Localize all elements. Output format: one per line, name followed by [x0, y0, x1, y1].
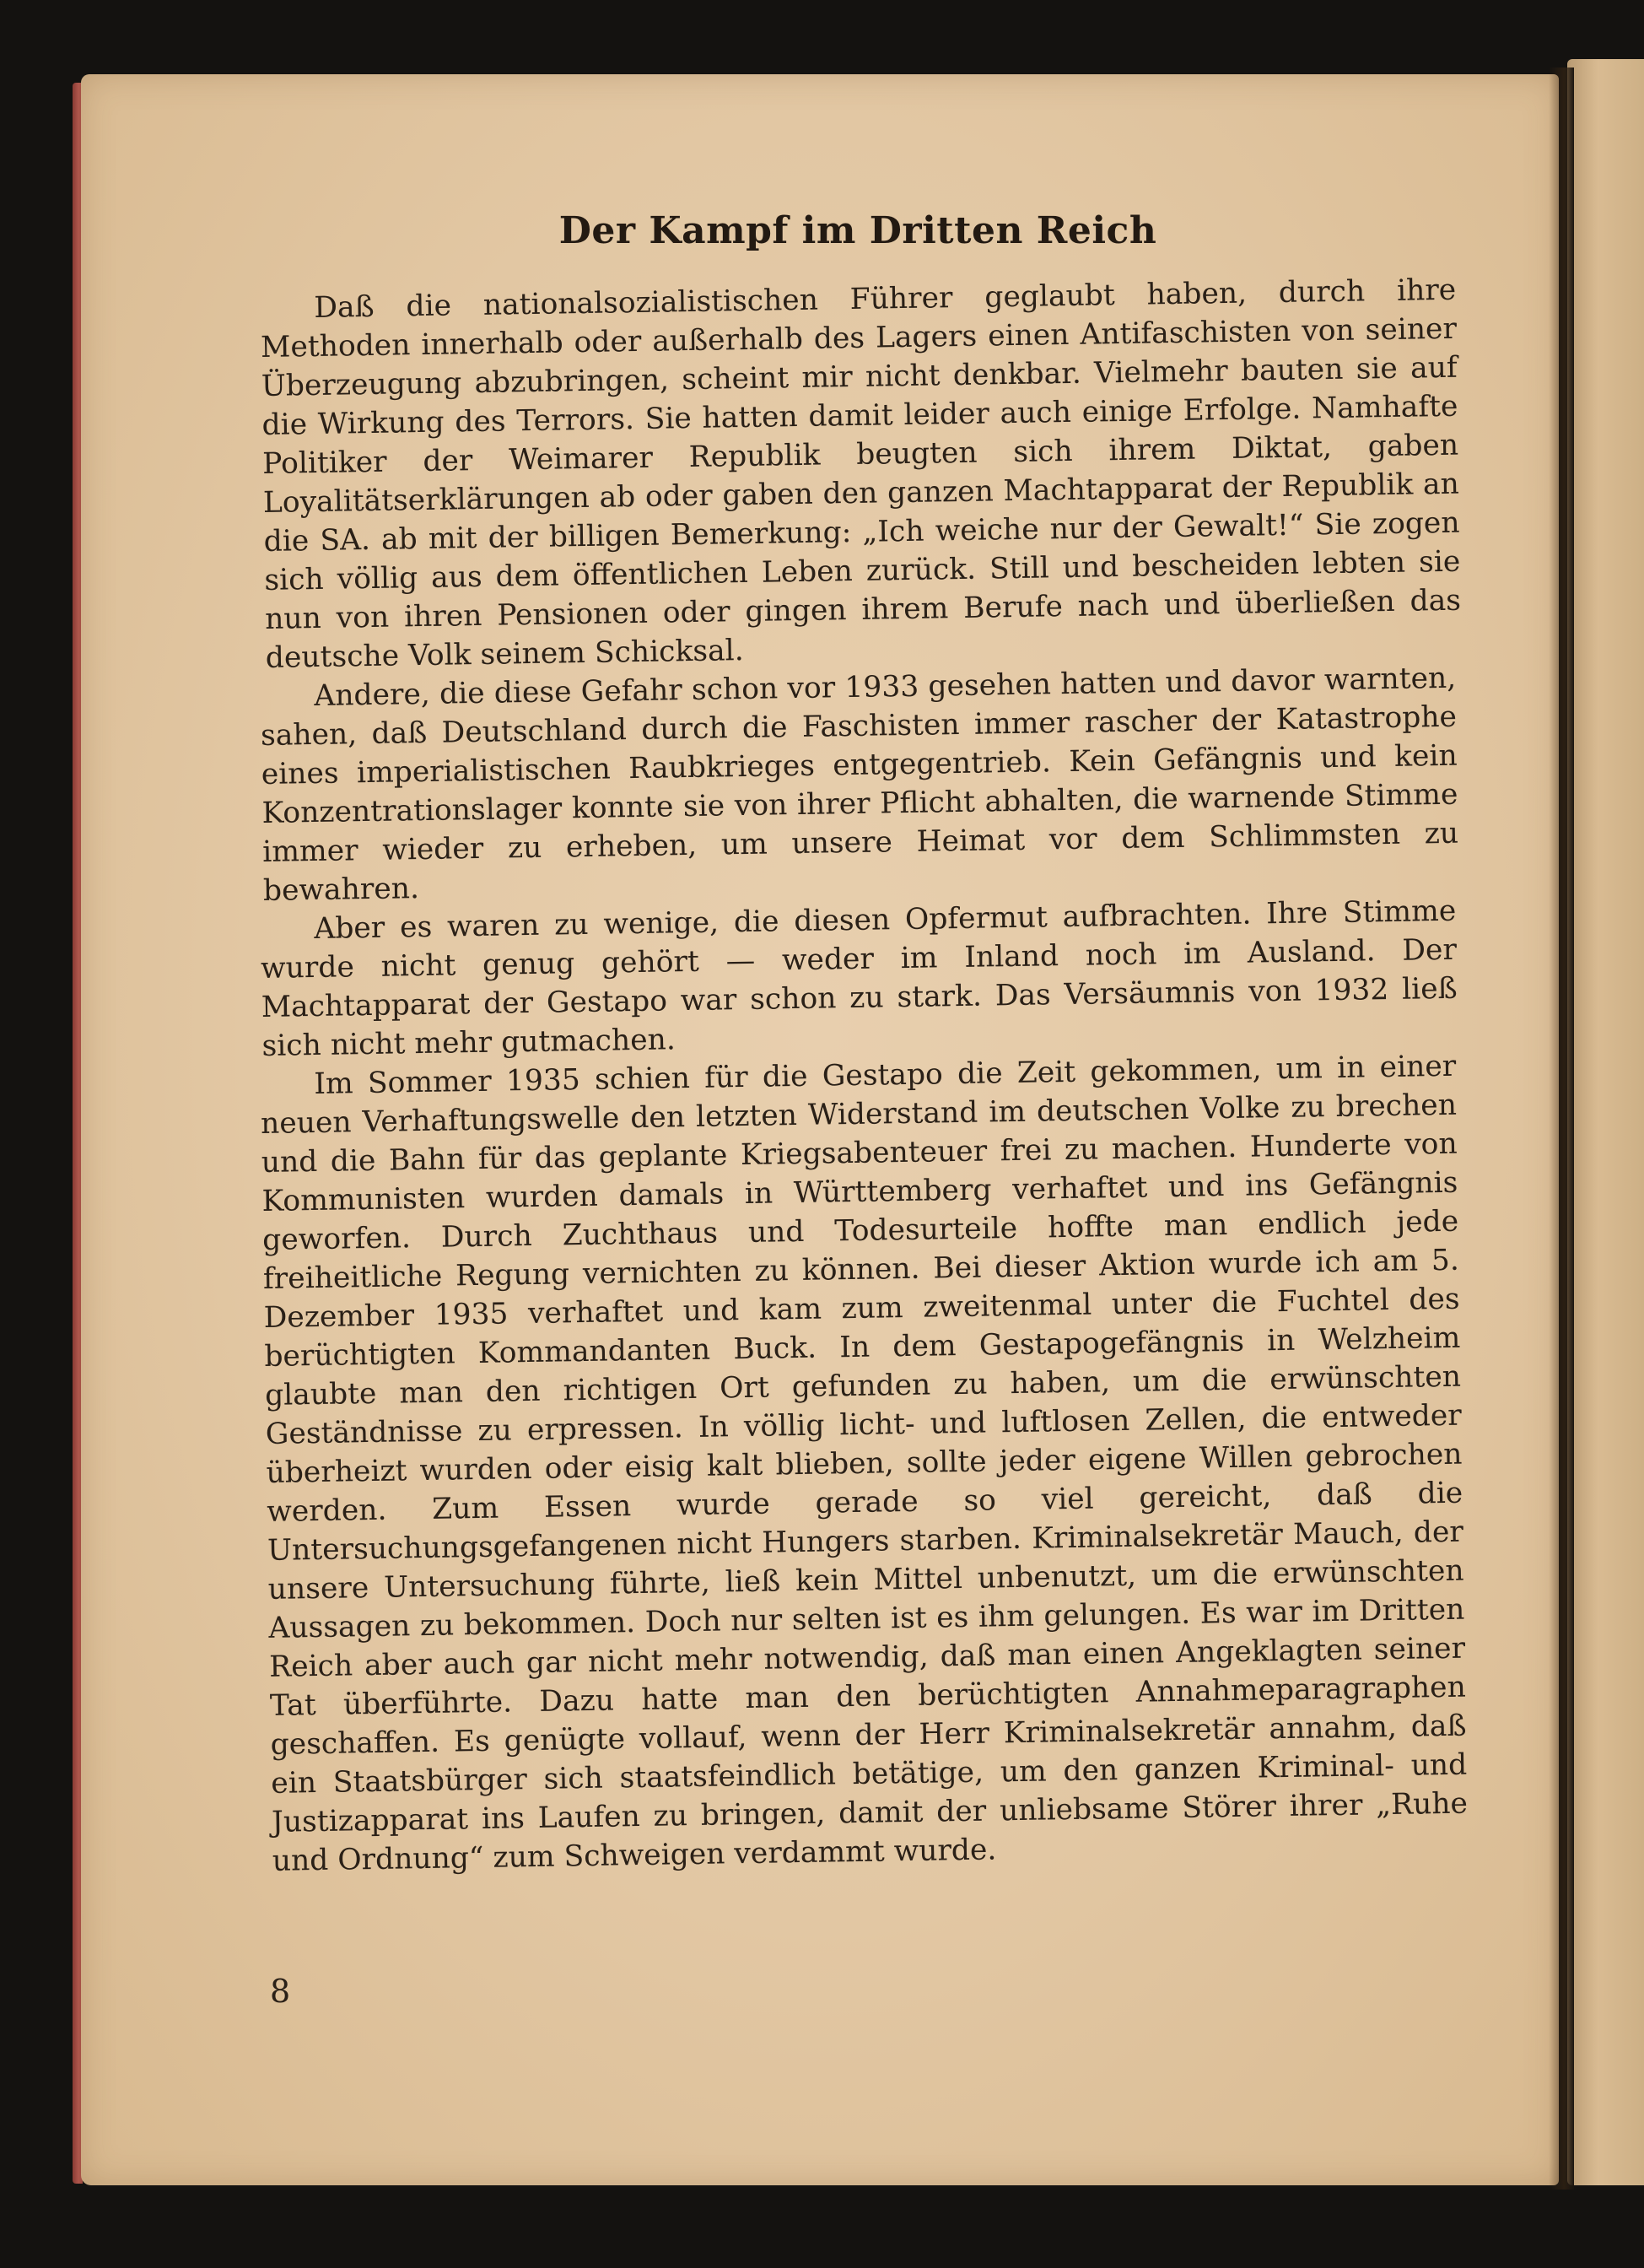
book-gutter — [1549, 68, 1574, 2190]
next-page-edge — [1567, 59, 1644, 2185]
paragraph-2: Andere, die diese Gefahr schon vor 1933 gesehen hatten und davor warnten, sahen, daß Deutschland durch die Faschisten immer rascher der Katastrophe eines imperialistischen Raubkrieges entgegentrieb. Kein Gefängnis und kein Konzentrationslager konnte sie von ihrer Pflicht abhalten, die warnende Stimme immer wieder zu erheben, um unsere Heimat vor dem Schlimmsten zu bewahren. — [260, 661, 1459, 908]
paragraph-4: Im Sommer 1935 schien für die Gestapo die Zeit gekommen, um in einer neuen Verhaftungswelle den letzten Widerstand im deutschen Volke zu brechen und die Bahn für das geplante Kriegsabenteuer frei zu machen. Hunderte von Kommunisten wurden damals in Württemberg verhaftet und ins Gefängnis geworfen. Durch Zuchthaus und Todesurteile hoffte man endlich jede freiheitliche Regung vernichten zu können. Bei dieser Aktion wurde ich am 5. Dezember 1935 verhaftet und kam zum zweitenmal unter die Fuchtel des berüchtigten Kommandanten Buck. In dem Gestapogefängnis in Welzheim glaubte man den richtigen Ort gefunden zu haben, um die erwünschten Geständnisse zu erpressen. In völlig licht- und luftlosen Zellen, die entweder überheizt wurden oder eisig kalt blieben, sollte jeder eigene Willen gebrochen werden. Zum Essen wurde gerade so viel gereicht, daß die Untersuchungsgefangenen nicht Hungers starben. Kriminalsekretär Mauch, der unsere Untersuchung führte, ließ kein Mittel unbenutzt, um die erwünschten Aussagen zu bekommen. Doch nur selten ist es ihm gelungen. Es war im Dritten Reich aber auch gar nicht mehr notwendig, daß man einen Angeklagten seiner Tat überführte. Dazu hatte man den berüchtigten Annahmeparagraphen geschaffen. Es genügte vollauf, wenn der Herr Kriminalsekretär annahm, daß ein Staatsbürger sich staatsfeindlich betätige, um den ganzen Kriminal- und Justizapparat ins Laufen zu bringen, damit der unliebsame Störer ihrer „Ruhe und Ordnung“ zum Schweigen verdammt wurde. — [260, 1049, 1469, 1878]
paragraph-3: Aber es waren zu wenige, die diesen Opfermut aufbrachten. Ihre Stimme wurde nicht genug gehört — weder im Inland noch im Ausland. Der Machtapparat der Gestapo war schon zu stark. Das Versäumnis von 1932 ließ sich nicht mehr gutmachen. — [260, 894, 1458, 1063]
page-content — [260, 209, 1469, 1881]
chapter-heading: Der Kampf im Dritten Reich — [558, 209, 1157, 252]
paragraph-1: Daß die nationalsozialistischen Führer geglaubt haben, durch ihre Methoden innerhalb oder außerhalb des Lagers einen Antifaschisten von seiner Überzeugung abzubringen, scheint mir nicht denkbar. Vielmehr bauten sie auf die Wirkung des Terrors. Sie hatten damit leider auch einige Erfolge. Namhafte Politiker der Weimarer Republik beugten sich ihrem Diktat, gaben Loyalitätserklärungen ab oder gaben den ganzen Machtapparat der Republik an die SA. ab mit der billigen Bemerkung: „Ich weiche nur der Gewalt!“ Sie zogen sich völlig aus dem öffentlichen Leben zurück. Still und bescheiden lebten sie nun von ihren Pensionen oder gingen ihrem Berufe nach und überließen das deutsche Volk seinem Schicksal. — [260, 273, 1462, 675]
page-number: 8 — [270, 1973, 291, 2010]
